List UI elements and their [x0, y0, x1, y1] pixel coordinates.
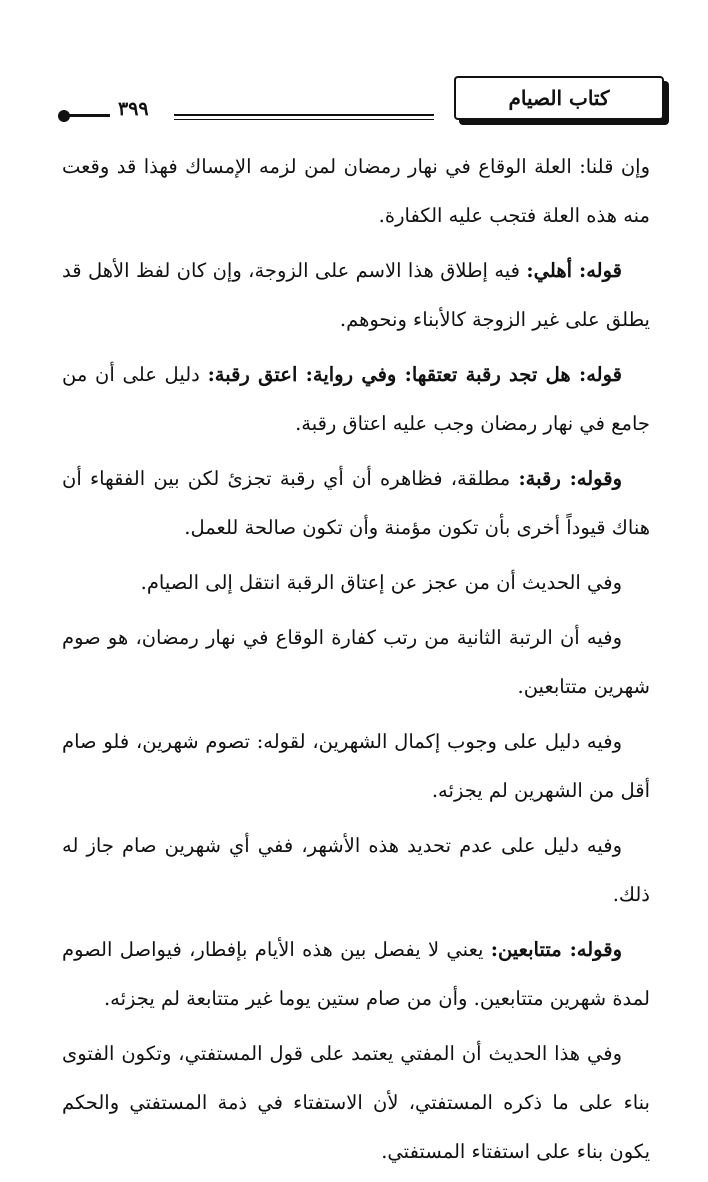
paragraph: قوله: هل تجد رقبة تعتقها: وفي رواية: اعتق رقبة: دليل على أن من جامع في نهار رمضان وجب عليه اعتاق رقبة.	[62, 363, 650, 435]
paragraph: قوله: أهلي: فيه إطلاق هذا الاسم على الزوجة، وإن كان لفظ الأهل قد يطلق على غير الزوجة كالأبناء ونحوهم.	[62, 259, 650, 331]
chapter-title: كتاب الصيام	[508, 86, 610, 110]
paragraph: وقوله: متتابعين: يعني لا يفصل بين هذه الأيام بإفطار، فيواصل الصوم لمدة شهرين متتابعين. وأن من صام ستين يوما غير متتابعة لم يجزئه.	[62, 938, 650, 1010]
page-header	[58, 76, 664, 130]
paragraph-lead: قوله: هل تجد رقبة تعتقها: وفي رواية: اعتق رقبة:	[207, 363, 622, 386]
paragraph-lead: قوله: أهلي:	[526, 259, 622, 282]
paragraph: وفي الحديث أن من عجز عن إعتاق الرقبة انتقل إلى الصيام.	[140, 571, 622, 594]
paragraph: وفي هذا الحديث أن المفتي يعتمد على قول المستفتي، وتكون الفتوى بناء على ما ذكره المستفتي، لأن الاستفتاء في ذمة المستفتي والحكم يكون بناء على استفتاء المستفتي.	[62, 1042, 650, 1163]
paragraph: وإن قلنا: العلة الوقاع في نهار رمضان لمن لزمه الإمساك فهذا قد وقعت منه هذه العلة فتجب عليه الكفارة.	[62, 155, 650, 227]
paragraph-lead: وقوله: رقبة:	[518, 467, 622, 490]
header-ornament-icon	[58, 110, 110, 122]
page-number: ٣٩٩	[118, 98, 149, 120]
paragraph-lead: وقوله: متتابعين:	[490, 938, 622, 961]
paragraph: وفيه أن الرتبة الثانية من رتب كفارة الوقاع في نهار رمضان، هو صوم شهرين متتابعين.	[62, 626, 650, 698]
header-rule-thin	[174, 119, 434, 120]
paragraph: وفيه دليل على عدم تحديد هذه الأشهر، ففي أي شهرين صام جاز له ذلك.	[62, 834, 650, 906]
paragraph: وقوله: رقبة: مطلقة، فظاهره أن أي رقبة تجزئ لكن بين الفقهاء أن هناك قيوداً أخرى بأن تكون مؤمنة وأن تكون صالحة للعمل.	[62, 467, 650, 539]
page-body	[62, 142, 650, 1182]
chapter-title-box	[454, 76, 664, 120]
header-rule	[174, 114, 434, 116]
paragraph: وفيه دليل على وجوب إكمال الشهرين، لقوله: تصوم شهرين، فلو صام أقل من الشهرين لم يجزئه.	[62, 730, 650, 802]
